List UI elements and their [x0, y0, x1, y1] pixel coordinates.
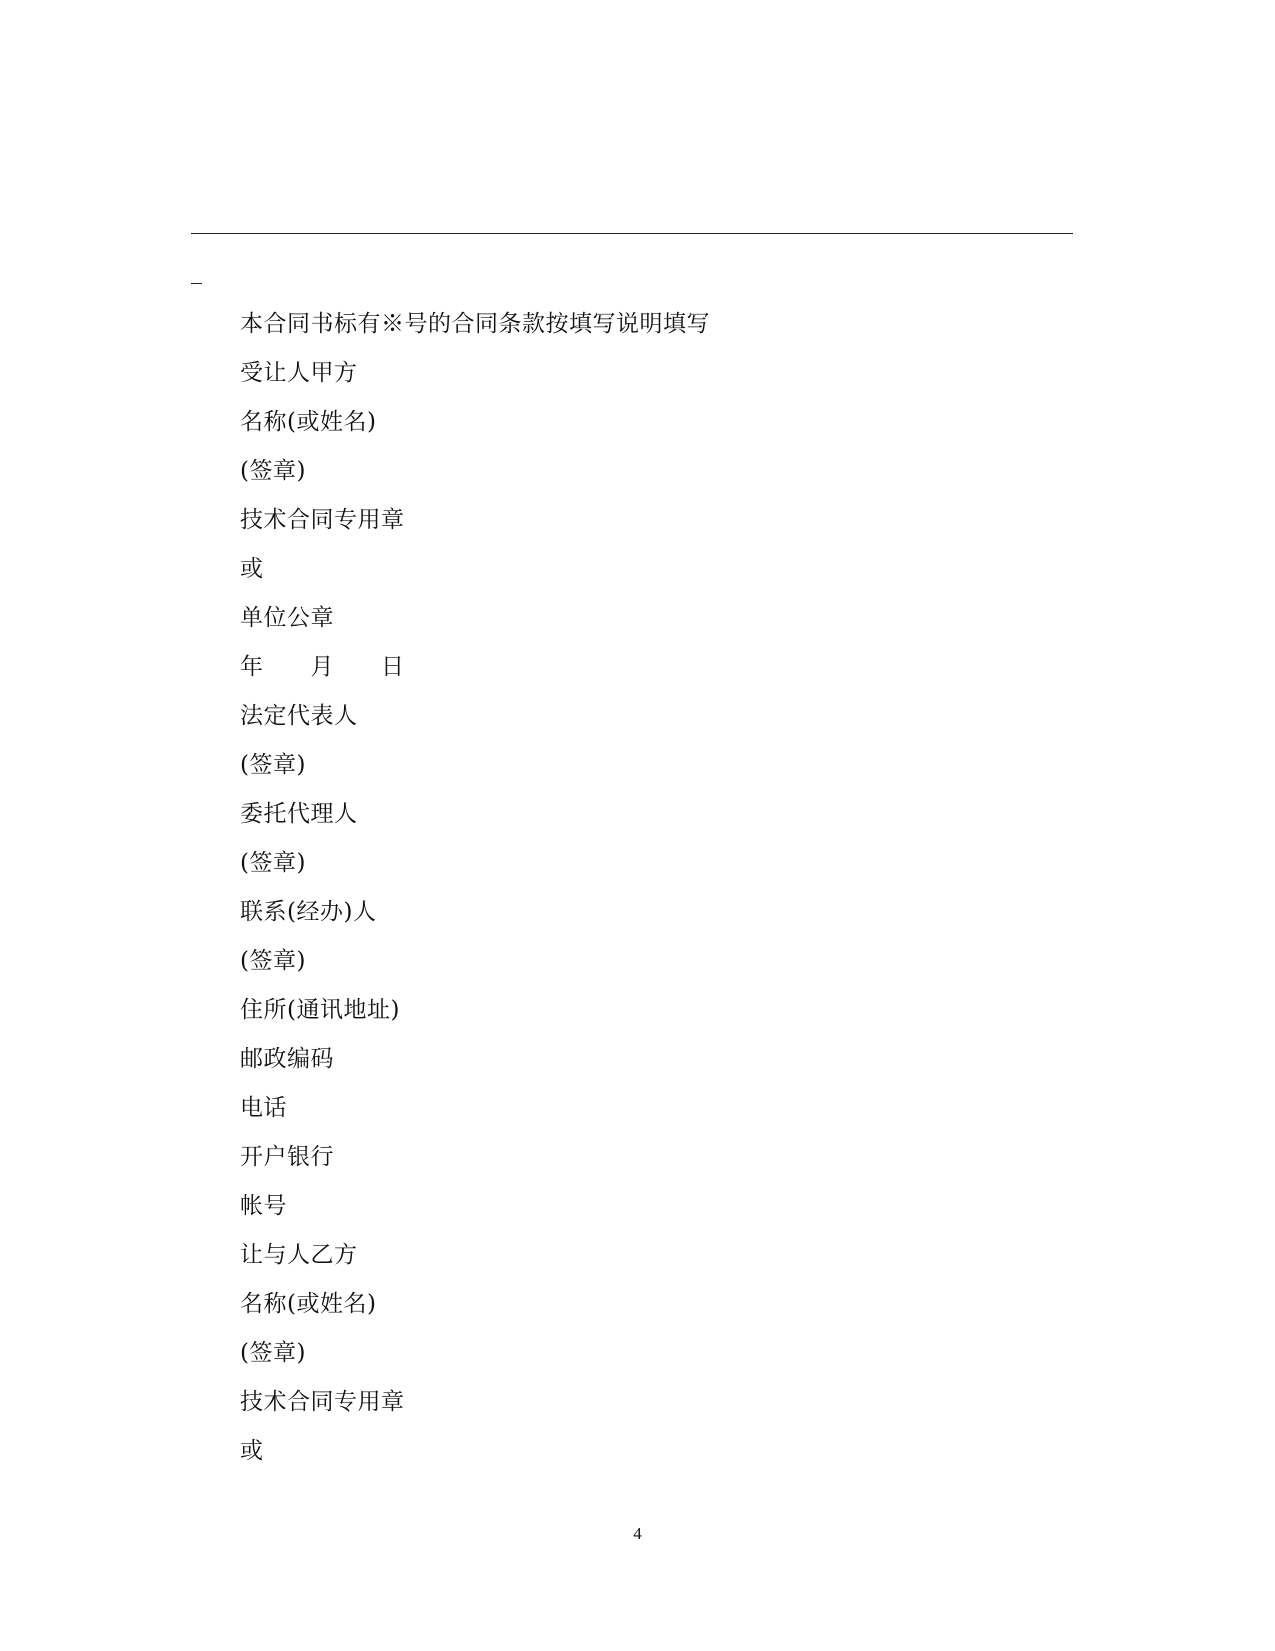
party-b-signature-label: (签章)	[240, 1340, 306, 1366]
party-b-heading: 让与人乙方	[240, 1242, 358, 1268]
party-a-postcode-label: 邮政编码	[240, 1046, 334, 1072]
party-a-address-label: 住所(通讯地址)	[240, 997, 400, 1023]
party-b-contract-seal-label: 技术合同专用章	[240, 1389, 405, 1415]
party-b-name-label: 名称(或姓名)	[240, 1291, 377, 1317]
party-a-legal-rep-label: 法定代表人	[240, 703, 358, 729]
party-a-contact-label: 联系(经办)人	[240, 899, 377, 925]
party-a-agent-label: 委托代理人	[240, 801, 358, 827]
page-number: 4	[633, 1524, 642, 1543]
party-a-heading: 受让人甲方	[240, 360, 358, 386]
party-a-unit-seal-label: 单位公章	[240, 605, 334, 631]
separator-line-tail	[191, 283, 202, 284]
party-a-agent-signature-label: (签章)	[240, 850, 306, 876]
document-body	[240, 300, 710, 1476]
party-a-signature-label: (签章)	[240, 458, 306, 484]
party-b-or-label: 或	[240, 1438, 264, 1464]
party-a-contract-seal-label: 技术合同专用章	[240, 507, 405, 533]
party-a-date-label: 年 月 日	[240, 654, 405, 680]
notice-line: 本合同书标有※号的合同条款按填写说明填写	[240, 311, 710, 337]
party-a-contact-signature-label: (签章)	[240, 948, 306, 974]
party-a-legal-rep-signature-label: (签章)	[240, 752, 306, 778]
separator-line	[191, 233, 1073, 234]
party-a-account-label: 帐号	[240, 1193, 287, 1219]
party-a-phone-label: 电话	[240, 1095, 287, 1121]
party-a-or-label: 或	[240, 556, 264, 582]
party-a-bank-label: 开户银行	[240, 1144, 334, 1170]
party-a-name-label: 名称(或姓名)	[240, 409, 377, 435]
